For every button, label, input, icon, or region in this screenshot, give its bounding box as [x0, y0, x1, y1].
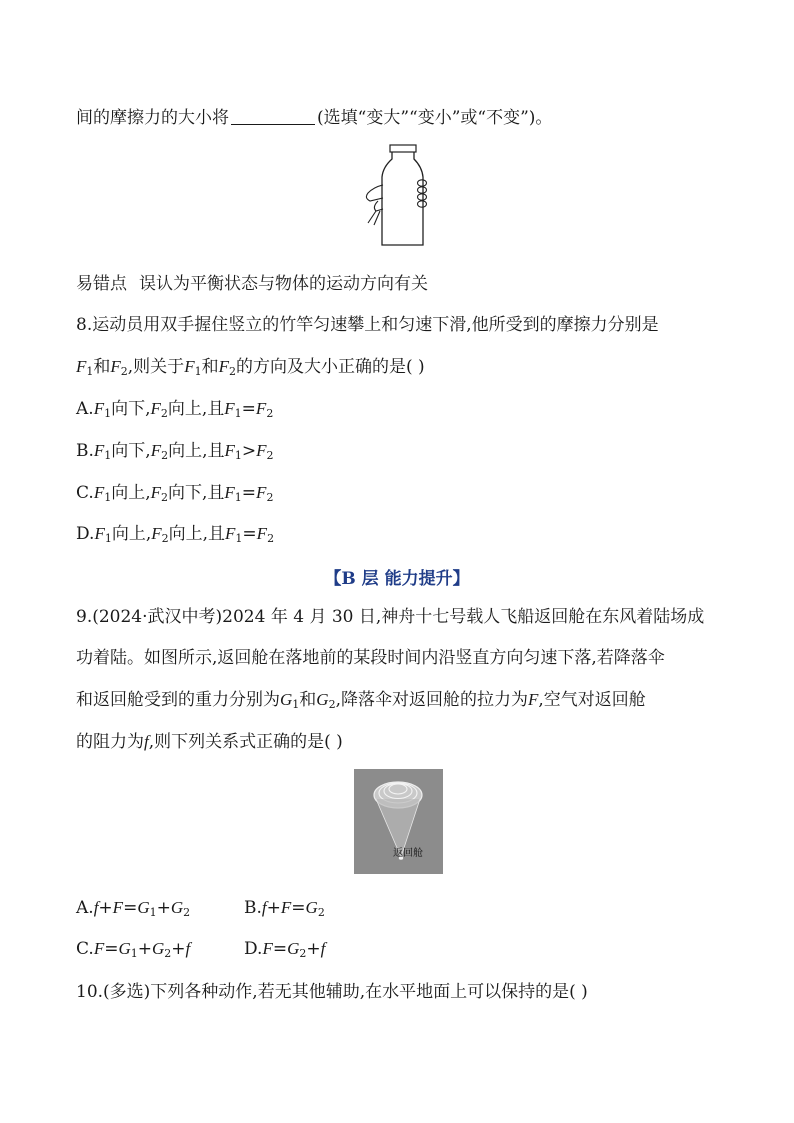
parachute-capsule-photo [354, 769, 443, 874]
q9-stem-line2: 功着陆。如图所示,返回舱在落地前的某段时间内沿竖直方向匀速下落,若降落伞 [76, 648, 665, 668]
capsule-label: 返回舱 [393, 848, 423, 859]
q9-option-d[interactable]: $D.F=G_2+f$ [244, 939, 326, 960]
continuation-choices: (选填“变大”“变小”或“不变”)。 [317, 108, 553, 128]
q8-option-d[interactable]: $D.F_1$向上$,F_2$向上,且$F_1=F_2$ [76, 524, 275, 545]
q8-stem-line1: 8.运动员用双手握住竖立的竹竿匀速攀上和匀速下滑,他所受到的摩擦力分别是 [76, 315, 659, 335]
q9-stem-line1: 9.(2024·武汉中考)2024 年 4 月 30 日,神舟十七号载人飞船返回舱在东风着陆场成 [76, 607, 705, 627]
error-point [76, 273, 428, 295]
q8-option-a[interactable]: $A.F_1$向下$,F_2$向上,且$F_1=F_2$ [76, 399, 274, 420]
error-point-text: 误认为平衡状态与物体的运动方向有关 [139, 274, 428, 294]
q9-option-c[interactable]: $C.F=G_1+G_2+f$ [76, 939, 191, 960]
answer-blank[interactable] [231, 108, 315, 125]
q8-option-b[interactable]: $B.F_1$向下$,F_2$向上,且$F_1>F_2$ [76, 441, 274, 462]
q10-stem: 10.(多选)下列各种动作,若无其他辅助,在水平地面上可以保持的是( ) [76, 982, 588, 1002]
q9-option-a[interactable]: $A.f+F=G_1+G_2$ [76, 898, 191, 919]
section-b-heading: 【B 层 能力提升】 [324, 569, 470, 589]
q9-stem-line3: 和返回舱受到的重力分别为$G_1$和$G_2$,降落伞对返回舱的拉力为F,空气对返回舱 [76, 690, 646, 711]
q8-option-c[interactable]: $C.F_1$向上$,F_2$向下,且$F_1=F_2$ [76, 483, 274, 504]
q9-option-b[interactable]: $B.f+F=G_2$ [244, 898, 325, 919]
q9-stem-line4: 的阻力为f,则下列关系式正确的是( ) [76, 732, 343, 752]
q7-continuation [76, 107, 552, 129]
error-point-label: 易错点 [76, 274, 127, 294]
bottle-hand-figure [356, 143, 436, 248]
q8-stem-line2: $F_1$和$F_2$,则关于$F_1$和$F_2$的方向及大小正确的是( ) [76, 357, 425, 378]
continuation-text: 间的摩擦力的大小将 [76, 108, 229, 128]
